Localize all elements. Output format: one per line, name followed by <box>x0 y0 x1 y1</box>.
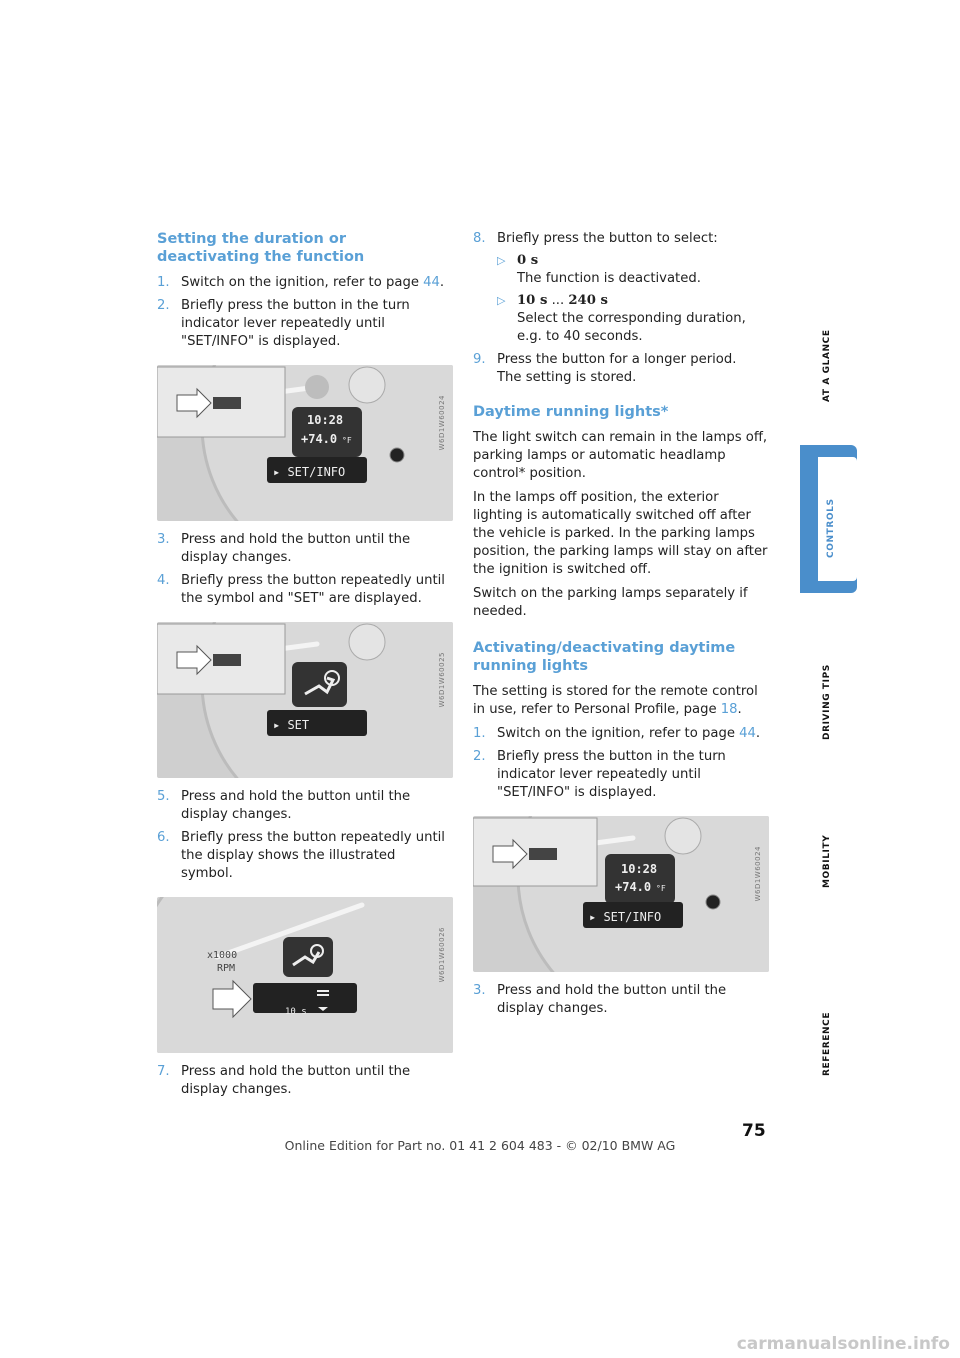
option-desc: Select the corresponding duration, e.g. to 40 seconds. <box>517 311 746 344</box>
paragraph: The light switch can remain in the lamps off, parking lamps or automatic headlamp control* position. <box>473 430 768 481</box>
option-duration <box>497 292 770 346</box>
step-3 <box>473 982 770 1018</box>
steps-list <box>157 1063 449 1099</box>
step-5 <box>157 788 449 824</box>
section-heading-daytime: Daytime running lights* <box>473 404 669 420</box>
step-6 <box>157 829 449 883</box>
step-number: 7. <box>157 1064 170 1079</box>
page-link-18[interactable]: 18 <box>720 702 738 717</box>
steps-list <box>473 725 770 802</box>
watermark: carmanualsonline.info <box>736 1334 950 1354</box>
step-4 <box>157 572 449 608</box>
display-temp: +74.0 <box>301 432 338 446</box>
step-text-2: The setting is stored. <box>497 370 637 385</box>
step-text: Press and hold the button until the display changes. <box>497 983 727 1016</box>
step-2 <box>157 297 449 351</box>
nav-tab-reference[interactable]: REFERENCE <box>822 1011 832 1076</box>
left-column <box>157 230 449 1104</box>
figure-code: W6D1W60024 <box>438 395 446 451</box>
step-text: Switch on the ignition, refer to page <box>497 726 740 741</box>
nav-tab-at-a-glance[interactable]: AT A GLANCE <box>822 329 832 402</box>
display-text: ▸ SET/INFO <box>273 465 346 479</box>
step-2 <box>473 748 770 802</box>
display-temp-unit: °F <box>656 884 666 893</box>
steps-list <box>157 531 449 608</box>
display-time: 10:28 <box>307 413 344 427</box>
step-number: 3. <box>473 983 486 998</box>
figure-code: W6D1W60026 <box>438 927 446 983</box>
step-text: Briefly press the button repeatedly until the symbol and "SET" are displayed. <box>181 573 445 606</box>
display-text: ▸ SET/INFO <box>589 910 662 924</box>
display-temp: +74.0 <box>615 880 652 894</box>
rpm-unit: RPM <box>217 963 236 974</box>
nav-tab-mobility[interactable]: MOBILITY <box>822 834 832 888</box>
step-1 <box>157 274 449 292</box>
step-3 <box>157 531 449 567</box>
step-number: 6. <box>157 830 170 845</box>
step-number: 1. <box>473 726 486 741</box>
figure-duration-display <box>157 897 453 1053</box>
display-text-value: SET <box>287 718 310 732</box>
step-text: Press and hold the button until the display changes. <box>181 532 411 565</box>
step-number: 9. <box>473 352 486 367</box>
step-text: Briefly press the button to select: <box>497 231 718 246</box>
display-text: ▸ SET <box>273 718 310 732</box>
step-1 <box>473 725 770 743</box>
option-symbol-from: 10 s <box>517 293 548 308</box>
paragraph: Switch on the parking lamps separately if needed. <box>473 586 748 619</box>
step-text: Briefly press the button in the turn indicator lever repeatedly until "SET/INFO" is displayed. <box>181 298 410 349</box>
steps-list <box>473 230 770 387</box>
figure-set-info-display <box>473 816 769 972</box>
display-text-value: SET/INFO <box>287 465 346 479</box>
steps-list <box>157 788 449 883</box>
step-text: Briefly press the button repeatedly until the display shows the illustrated symbol. <box>181 830 445 881</box>
step-number: 5. <box>157 789 170 804</box>
bullet-triangle-icon: ▷ <box>497 294 506 307</box>
paragraph <box>473 683 770 719</box>
step-punct: . <box>439 275 445 290</box>
step-number: 8. <box>473 231 486 246</box>
step-number: 1. <box>157 275 170 290</box>
figure-code: W6D1W60025 <box>438 652 446 708</box>
display-temp-unit: °F <box>342 436 352 445</box>
option-symbol-to: 240 s <box>568 293 608 308</box>
page-link-44[interactable]: 44 <box>423 275 440 290</box>
step-text: Press and hold the button until the display changes. <box>181 789 411 822</box>
option-separator: ... <box>551 293 565 308</box>
duration-value: 10 s <box>285 1007 307 1017</box>
nav-tab-driving-tips[interactable]: DRIVING TIPS <box>822 664 832 740</box>
paragraph-text: The setting is stored for the remote control in use, refer to Personal Profile, page <box>473 684 758 717</box>
step-7 <box>157 1063 449 1099</box>
option-deactivate <box>497 252 770 288</box>
figure-set-info-display <box>157 365 453 521</box>
steps-list <box>473 982 770 1018</box>
page-link-44[interactable]: 44 <box>739 726 756 741</box>
nav-tab-controls[interactable]: CONTROLS <box>826 498 836 558</box>
section-heading-activating: Activating/deactivating daytime running lights <box>473 640 736 674</box>
section-heading-duration: Setting the duration or deactivating the function <box>157 231 365 265</box>
rpm-scale: x1000 <box>207 950 238 961</box>
step-number: 4. <box>157 573 170 588</box>
bullet-triangle-icon: ▷ <box>497 254 506 267</box>
step-text: Press and hold the button until the display changes. <box>181 1064 411 1097</box>
paragraph-punct: . <box>737 702 742 717</box>
step-text: Briefly press the button in the turn indicator lever repeatedly until "SET/INFO" is displayed. <box>497 749 726 800</box>
step-text: Press the button for a longer period. <box>497 352 737 367</box>
step-number: 2. <box>473 749 486 764</box>
figure-code: W6D1W60024 <box>754 846 762 902</box>
option-symbol: 0 s <box>517 253 539 268</box>
figure-set-symbol-display <box>157 622 453 778</box>
option-desc: The function is deactivated. <box>517 271 701 286</box>
footer-edition: Online Edition for Part no. 01 41 2 604 483 - © 02/10 BMW AG <box>284 1138 676 1153</box>
page-number: 75 <box>742 1121 766 1141</box>
steps-list <box>157 274 449 351</box>
right-column <box>473 230 770 1023</box>
paragraph: In the lamps off position, the exterior lighting is automatically switched off after the vehicle is parked. In the parking lamps position, the parking lamps will stay on after the ignition is switched off. <box>473 490 768 577</box>
step-9 <box>473 351 770 387</box>
display-text-value: SET/INFO <box>603 910 662 924</box>
step-number: 2. <box>157 298 170 313</box>
step-punct: . <box>755 726 761 741</box>
display-time: 10:28 <box>621 862 658 876</box>
step-8 <box>473 230 770 346</box>
step-text: Switch on the ignition, refer to page <box>181 275 424 290</box>
step-number: 3. <box>157 532 170 547</box>
